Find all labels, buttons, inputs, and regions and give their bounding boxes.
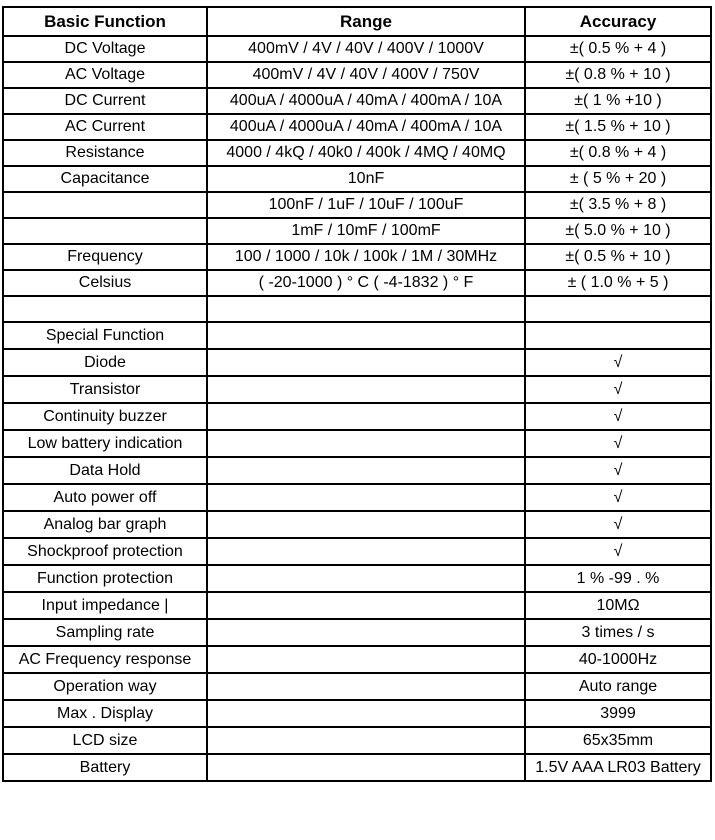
range-cell [207, 646, 525, 673]
function-cell [3, 192, 207, 218]
range-cell [207, 376, 525, 403]
function-cell: AC Current [3, 114, 207, 140]
accuracy-cell: ±( 0.5 % + 10 ) [525, 244, 711, 270]
table-row [3, 114, 711, 140]
range-cell: 10nF [207, 166, 525, 192]
accuracy-cell: 3999 [525, 700, 711, 727]
accuracy-cell: ± ( 5 % + 20 ) [525, 166, 711, 192]
accuracy-cell [525, 296, 711, 322]
function-cell [3, 296, 207, 322]
header-accuracy: Accuracy [525, 7, 711, 36]
function-cell: Function protection [3, 565, 207, 592]
table-row [3, 457, 711, 484]
function-cell: Frequency [3, 244, 207, 270]
range-cell [207, 322, 525, 349]
table-row [3, 619, 711, 646]
table-row [3, 296, 711, 322]
accuracy-cell: ±( 1.5 % + 10 ) [525, 114, 711, 140]
function-cell: Low battery indication [3, 430, 207, 457]
range-cell [207, 349, 525, 376]
basic-functions-body [3, 36, 711, 322]
accuracy-cell: ±( 0.8 % + 10 ) [525, 62, 711, 88]
range-cell: 4000 / 4kQ / 40k0 / 400k / 4MQ / 40MQ [207, 140, 525, 166]
range-cell [207, 296, 525, 322]
range-cell [207, 538, 525, 565]
spec-table-header [3, 7, 711, 36]
accuracy-cell: ±( 0.5 % + 4 ) [525, 36, 711, 62]
table-row [3, 244, 711, 270]
accuracy-cell: ± ( 1.0 % + 5 ) [525, 270, 711, 296]
range-cell [207, 403, 525, 430]
header-row [3, 7, 711, 36]
function-cell: Special Function [3, 322, 207, 349]
range-cell [207, 565, 525, 592]
range-cell [207, 511, 525, 538]
function-cell: AC Frequency response [3, 646, 207, 673]
function-cell: Resistance [3, 140, 207, 166]
function-cell: Auto power off [3, 484, 207, 511]
table-row [3, 538, 711, 565]
table-row [3, 322, 711, 349]
header-range: Range [207, 7, 525, 36]
function-cell: Max . Display [3, 700, 207, 727]
table-row [3, 62, 711, 88]
table-row [3, 376, 711, 403]
accuracy-cell: 40-1000Hz [525, 646, 711, 673]
function-cell: AC Voltage [3, 62, 207, 88]
table-row [3, 484, 711, 511]
function-cell: Shockproof protection [3, 538, 207, 565]
function-cell: Diode [3, 349, 207, 376]
special-functions-body [3, 322, 711, 781]
accuracy-cell: 3 times / s [525, 619, 711, 646]
function-cell: Input impedance | [3, 592, 207, 619]
accuracy-cell: ±( 0.8 % + 4 ) [525, 140, 711, 166]
accuracy-cell: 1.5V AAA LR03 Battery [525, 754, 711, 781]
range-cell [207, 592, 525, 619]
table-row [3, 646, 711, 673]
table-row [3, 727, 711, 754]
function-cell: Continuity buzzer [3, 403, 207, 430]
range-cell [207, 727, 525, 754]
function-cell: Operation way [3, 673, 207, 700]
table-row [3, 754, 711, 781]
header-basic-function: Basic Function [3, 7, 207, 36]
accuracy-cell: 10MΩ [525, 592, 711, 619]
accuracy-cell: √ [525, 457, 711, 484]
function-cell: Transistor [3, 376, 207, 403]
range-cell: 400uA / 4000uA / 40mA / 400mA / 10A [207, 88, 525, 114]
range-cell [207, 700, 525, 727]
function-cell: Celsius [3, 270, 207, 296]
function-cell: LCD size [3, 727, 207, 754]
table-row [3, 166, 711, 192]
table-row [3, 700, 711, 727]
accuracy-cell: √ [525, 430, 711, 457]
accuracy-cell: √ [525, 376, 711, 403]
accuracy-cell: ±( 3.5 % + 8 ) [525, 192, 711, 218]
function-cell: Analog bar graph [3, 511, 207, 538]
range-cell [207, 457, 525, 484]
accuracy-cell: √ [525, 538, 711, 565]
table-row [3, 403, 711, 430]
table-row [3, 673, 711, 700]
accuracy-cell: ±( 1 % +10 ) [525, 88, 711, 114]
function-cell: Sampling rate [3, 619, 207, 646]
range-cell [207, 430, 525, 457]
function-cell: Data Hold [3, 457, 207, 484]
spec-table [2, 6, 712, 782]
accuracy-cell: √ [525, 511, 711, 538]
function-cell: DC Voltage [3, 36, 207, 62]
table-row [3, 565, 711, 592]
accuracy-cell: √ [525, 349, 711, 376]
table-row [3, 511, 711, 538]
table-row [3, 349, 711, 376]
table-row [3, 270, 711, 296]
accuracy-cell: 65x35mm [525, 727, 711, 754]
range-cell [207, 673, 525, 700]
function-cell [3, 218, 207, 244]
range-cell [207, 754, 525, 781]
table-row [3, 592, 711, 619]
accuracy-cell: 1 % -99 . % [525, 565, 711, 592]
function-cell: Battery [3, 754, 207, 781]
range-cell: 400mV / 4V / 40V / 400V / 1000V [207, 36, 525, 62]
table-row [3, 430, 711, 457]
table-row [3, 36, 711, 62]
range-cell: 100 / 1000 / 10k / 100k / 1M / 30MHz [207, 244, 525, 270]
accuracy-cell: Auto range [525, 673, 711, 700]
range-cell: 400uA / 4000uA / 40mA / 400mA / 10A [207, 114, 525, 140]
table-row [3, 218, 711, 244]
table-row [3, 88, 711, 114]
range-cell: ( -20-1000 ) ° C ( -4-1832 ) ° F [207, 270, 525, 296]
function-cell: Capacitance [3, 166, 207, 192]
range-cell: 1mF / 10mF / 100mF [207, 218, 525, 244]
table-row [3, 192, 711, 218]
accuracy-cell: √ [525, 403, 711, 430]
range-cell: 400mV / 4V / 40V / 400V / 750V [207, 62, 525, 88]
accuracy-cell: ±( 5.0 % + 10 ) [525, 218, 711, 244]
range-cell [207, 484, 525, 511]
accuracy-cell [525, 322, 711, 349]
range-cell [207, 619, 525, 646]
function-cell: DC Current [3, 88, 207, 114]
table-row [3, 140, 711, 166]
range-cell: 100nF / 1uF / 10uF / 100uF [207, 192, 525, 218]
accuracy-cell: √ [525, 484, 711, 511]
